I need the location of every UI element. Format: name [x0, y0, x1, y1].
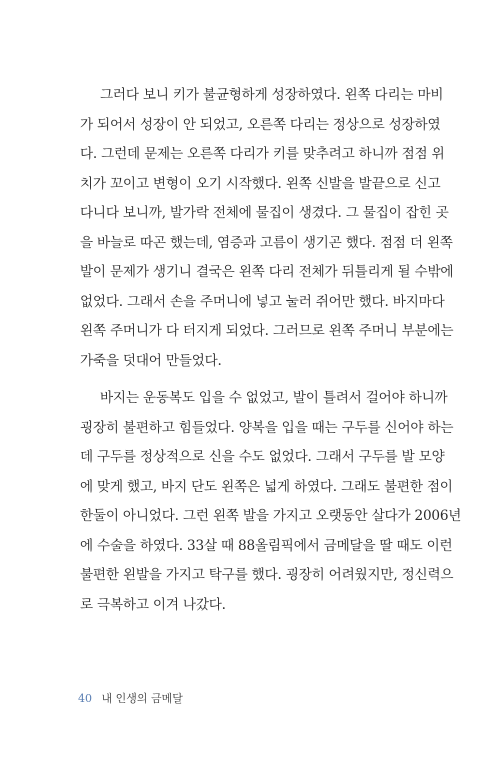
text-line: 에 맞게 했고, 바지 단도 왼쪽은 넓게 하였다. 그래도 불편한 점이 — [80, 478, 453, 495]
text-line: 왼쪽 주머니가 다 터지게 되었다. 그러므로 왼쪽 주머니 부분에는 — [80, 323, 454, 339]
text-line: 데 구두를 정상적으로 신을 수도 없었다. 그래서 구두를 발 모양 — [80, 449, 445, 465]
text-line: 가 되어서 성장이 안 되었고, 오른쪽 다리는 정상으로 성장하였 — [80, 116, 441, 133]
text-line: 에 수술을 하였다. 33살 때 88올림픽에서 금메달을 딸 때도 이런 — [80, 537, 453, 554]
text-line: 그러다 보니 키가 불균형하게 성장하였다. 왼쪽 다리는 마비 — [100, 87, 444, 103]
text-line: 로 극복하고 이겨 나갔다. — [80, 596, 226, 613]
text-line: 가죽을 덧대어 만들었다. — [80, 352, 222, 369]
paragraph-2 — [80, 384, 462, 620]
text-line: 발이 문제가 생기니 결국은 왼쪽 다리 전체가 뒤틀리게 될 수밖에 — [80, 264, 454, 280]
running-title: 내 인생의 금메달 — [101, 692, 183, 705]
page-number: 40 — [78, 692, 92, 705]
page-footer — [78, 690, 183, 706]
text-line: 한둘이 아니었다. 그런 왼쪽 발을 가지고 오랫동안 살다가 2006년 — [80, 508, 462, 524]
text-line: 바지는 운동복도 입을 수 없었고, 발이 틀려서 걸어야 하니까 — [100, 390, 448, 406]
text-line: 없었다. 그래서 손을 주머니에 넣고 눌러 쥐어만 했다. 바지마다 — [80, 293, 445, 310]
text-line: 불편한 왼발을 가지고 탁구를 했다. 굉장히 어려웠지만, 정신력으 — [80, 567, 454, 583]
text-line: 을 바늘로 따곤 했는데, 염증과 고름이 생기곤 했다. 점점 더 왼쪽 — [80, 234, 453, 251]
text-line: 다. 그런데 문제는 오른쪽 다리가 키를 맞추려고 하니까 점점 위 — [80, 146, 445, 162]
paragraph-1 — [80, 81, 454, 376]
text-line: 치가 꼬이고 변형이 오기 시작했다. 왼쪽 신발을 발끝으로 신고 — [80, 175, 441, 192]
text-line: 다니다 보니까, 발가락 전체에 물집이 생겼다. 그 물집이 잡힌 곳 — [80, 205, 449, 221]
text-line: 굉장히 불편하고 힘들었다. 양복을 입을 때는 구두를 신어야 하는 — [80, 419, 454, 436]
